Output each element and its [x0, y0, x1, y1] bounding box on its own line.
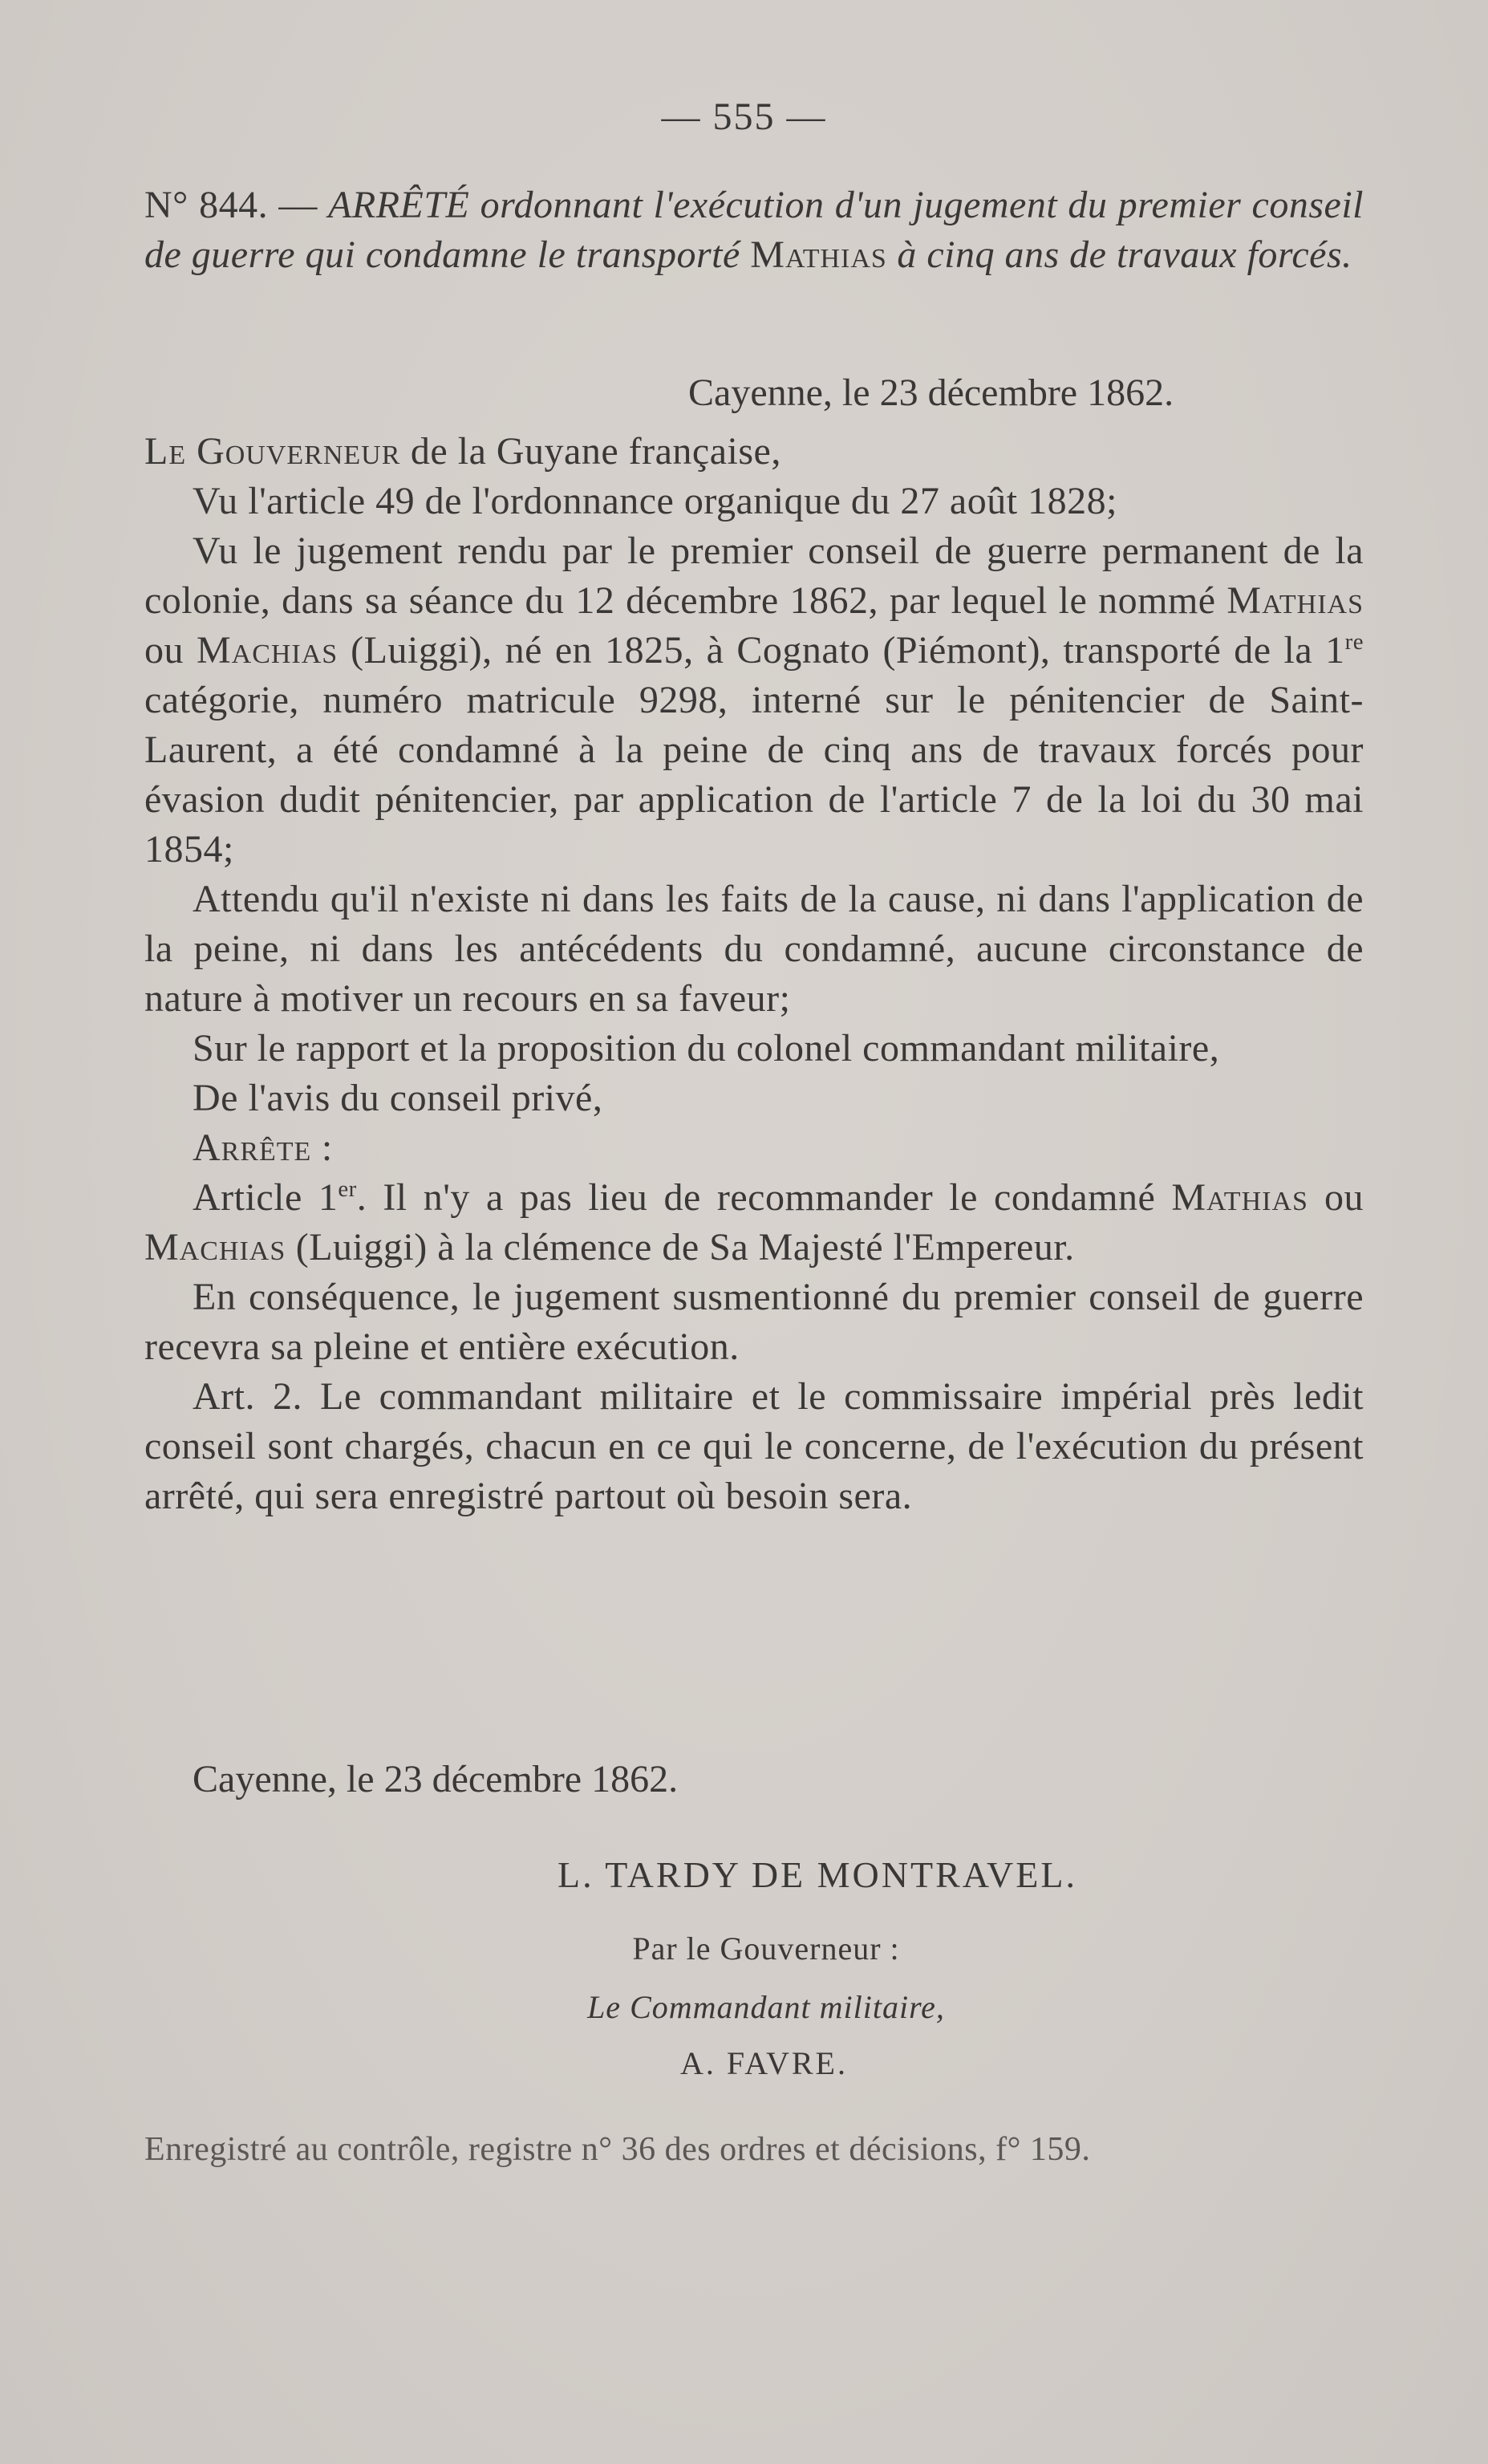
signatory-name: L. TARDY DE MONTRAVEL.	[557, 1854, 1077, 1895]
signature-role: Le Commandant militaire,	[587, 1989, 945, 2025]
registration-note: Enregistré au contrôle, registre n° 36 des ordres et décisions, f° 159.	[144, 2131, 1091, 2168]
convict-alias: Machias	[196, 629, 339, 672]
article-1-text-b: (Luiggi) à la clémence de Sa Majesté l'Empereur.	[286, 1226, 1075, 1269]
act-number: N° 844.	[144, 184, 269, 226]
convict-name: Mathias	[1226, 579, 1364, 622]
heading-dash: —	[268, 184, 329, 226]
paragraph-vu-article: Vu l'article 49 de l'ordonnance organique du 27 août 1828;	[193, 480, 1117, 522]
act-title-end: à cinq ans de travaux forcés.	[886, 233, 1352, 276]
closing-date: Cayenne, le 23 décembre 1862.	[193, 1758, 679, 1800]
jugement-text-a: Vu le jugement rendu par le premier conseil de guerre permanent de la colonie, dans sa séance du 12 décembre 1862, par lequel le nommé	[144, 530, 1364, 622]
signature-by: Par le Gouverneur :	[632, 1930, 900, 1967]
jugement-or: ou	[144, 629, 197, 672]
arrete-label: Arrête	[193, 1126, 312, 1169]
paragraph-avis: De l'avis du conseil privé,	[193, 1077, 603, 1119]
governor-label: Le Gouverneur	[144, 430, 401, 473]
paragraph-article-2: Art. 2. Le commandant militaire et le commissaire impérial près ledit conseil sont chargés, chacun en ce qui le concerne, de l'exécution du présent arrêté, qui sera enregistré partout où besoin sera.	[144, 1375, 1364, 1517]
paragraph-arrete	[144, 1123, 1364, 1173]
paragraph-article-1	[144, 1173, 1364, 1273]
governor-text: de la Guyane française,	[400, 430, 781, 473]
jugement-text-c: catégorie, numéro matricule 9298, interné sur le pénitencier de Saint-Laurent, a été condamné à la peine de cinq ans de travaux forcés pour évasion dudit pénitencier, par application de l'article 7 de la loi du 30 mai 1854;	[144, 679, 1364, 871]
category-superscript: re	[1344, 629, 1364, 655]
paragraph-consequence: En conséquence, le jugement susmentionné du premier conseil de guerre recevra sa pleine et entière exécution.	[144, 1276, 1364, 1368]
act-title-text: ordonnant l'exécution d'un jugement du premier conseil de guerre qui condamne le transporté	[144, 184, 1364, 276]
arrete-colon: :	[311, 1126, 333, 1169]
paragraph-rapport: Sur le rapport et la proposition du colonel commandant militaire,	[193, 1027, 1220, 1070]
paragraph-vu-jugement	[144, 526, 1364, 875]
article-1-text-a: . Il n'y a pas lieu de recommander le condamné	[356, 1176, 1172, 1219]
act-body	[144, 427, 1364, 1521]
paragraph-governor	[144, 427, 1364, 477]
article-1-label: Article 1	[193, 1176, 339, 1219]
article-1-or: ou	[1308, 1176, 1364, 1219]
article-1-name: Mathias	[1171, 1176, 1308, 1219]
page-number: — 555 —	[661, 95, 827, 138]
article-1-alias: Machias	[144, 1226, 286, 1269]
place-and-date: Cayenne, le 23 décembre 1862.	[688, 371, 1174, 414]
article-1-superscript: er	[338, 1176, 357, 1202]
jugement-text-b: (Luiggi), né en 1825, à Cognato (Piémont), transporté de la 1	[338, 629, 1345, 672]
paragraph-attendu: Attendu qu'il n'existe ni dans les faits de la cause, ni dans l'application de la peine, ni dans les antécédents du condamné, aucune circonstance de nature à motiver un recours en sa faveur;	[144, 878, 1364, 1020]
act-title-name: Mathias	[750, 233, 887, 276]
act-title-keyword: ARRÊTÉ	[328, 184, 470, 226]
act-heading	[144, 181, 1364, 280]
countersignatory-name: A. FAVRE.	[680, 2045, 848, 2081]
